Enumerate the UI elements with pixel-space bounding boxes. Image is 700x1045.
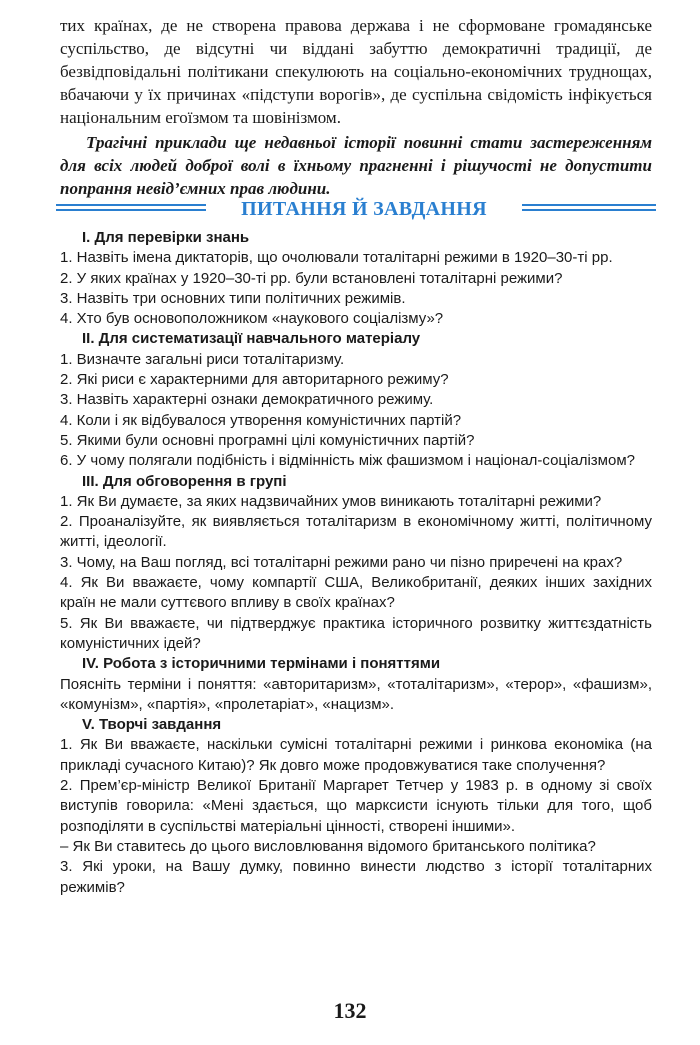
banner-rule-left — [56, 204, 206, 211]
question-item: 1. Як Ви вважаєте, наскільки сумісні тоталітарні режими і ринкова економіка (на прикладі сучасного Китаю)? Як довго може продовжуватися таке сполучення? — [60, 736, 652, 774]
page-number: 132 — [333, 998, 367, 1023]
question-item: 1. Назвіть імена диктаторів, що очолювали тоталітарні режими в 1920–30-ті рр. — [60, 249, 613, 267]
questions-list — [60, 228, 652, 898]
question-item: 3. Назвіть характерні ознаки демократичного режиму. — [60, 391, 434, 409]
question-item: 5. Якими були основні програмні цілі комуністичних партій? — [60, 431, 475, 449]
banner-rule-right — [522, 204, 656, 211]
question-item: – Як Ви ставитесь до цього висловлювання відомого британського політика? — [60, 837, 596, 855]
question-item: 4. Коли і як відбувалося утворення комуністичних партій? — [60, 411, 462, 429]
section-heading: IV. Робота з історичними термінами і поняттями — [82, 655, 441, 673]
question-item: Поясніть терміни і поняття: «авторитаризм», «тоталітаризм», «терор», «фашизм», «комунізм», «партія», «пролетаріат», «нацизм». — [60, 675, 652, 713]
question-item: 5. Як Ви вважаєте, чи підтверджує практика історичного розвитку життєздатність комуністичних ідей? — [60, 614, 652, 652]
question-item: 3. Які уроки, на Вашу думку, повинно винести людство з історії тоталітарних режимів? — [60, 858, 652, 896]
question-item: 2. У яких країнах у 1920–30-ті рр. були встановлені тоталітарні режими? — [60, 269, 563, 287]
question-item: 6. У чому полягали подібність і відмінність між фашизмом і націонал-соціалізмом? — [60, 452, 635, 470]
question-item: 1. Визначте загальні риси тоталітаризму. — [60, 350, 345, 368]
section-heading: I. Для перевірки знань — [82, 229, 250, 246]
section-heading: III. Для обговорення в групі — [82, 472, 287, 490]
question-item: 3. Чому, на Ваш погляд, всі тоталітарні режими рано чи пізно приречені на крах? — [60, 553, 623, 571]
questions-banner — [56, 196, 656, 222]
section-heading: V. Творчі завдання — [82, 716, 222, 734]
question-item: 1. Як Ви думаєте, за яких надзвичайних умов виникають тоталітарні режими? — [60, 492, 602, 510]
banner-title: ПИТАННЯ Й ЗАВДАННЯ — [241, 198, 487, 220]
section-heading: II. Для систематизації навчального матеріалу — [82, 330, 421, 348]
question-item: 3. Назвіть три основних типи політичних режимів. — [60, 289, 406, 307]
question-item: 2. Проаналізуйте, як виявляється тоталітаризм в економічному житті, політичному житті, ідеології. — [60, 513, 652, 551]
intro-paragraph: тих країнах, де не створена правова держава і не сформоване громадянське суспільство, де відсутні чи віддані забуттю демократичні традиції, де безвідповідальні політикани спекулюють на соціально-економічних труднощах, вбачаючи у їх причинах «підступи ворогів», де суспільна свідомість інфікується національним егоїзмом та шовінізмом. — [60, 16, 652, 127]
question-item: 2. Прем’єр-міністр Великої Британії Маргарет Тетчер у 1983 р. в одному зі своїх виступів говорила: «Мені здається, що марксисти існують тільки для того, щоб розподіляти в суспільстві матеріальні цінності, створені іншими». — [60, 777, 652, 835]
question-item: 4. Як Ви вважаєте, чому компартії США, Великобританії, деяких інших західних країн не мали суттєвого впливу в своїх країнах? — [60, 574, 652, 612]
intro-italic-paragraph: Трагічні приклади ще недавньої історії повинні стати застереженням для всіх людей доброї волі в їхньому прагненні і рішучості не допустити попрання невід’ємних прав людини. — [60, 133, 652, 198]
intro-text — [60, 14, 652, 200]
question-item: 4. Хто був основоположником «наукового соціалізму»? — [60, 310, 444, 328]
question-item: 2. Які риси є характерними для авторитарного режиму? — [60, 371, 449, 389]
